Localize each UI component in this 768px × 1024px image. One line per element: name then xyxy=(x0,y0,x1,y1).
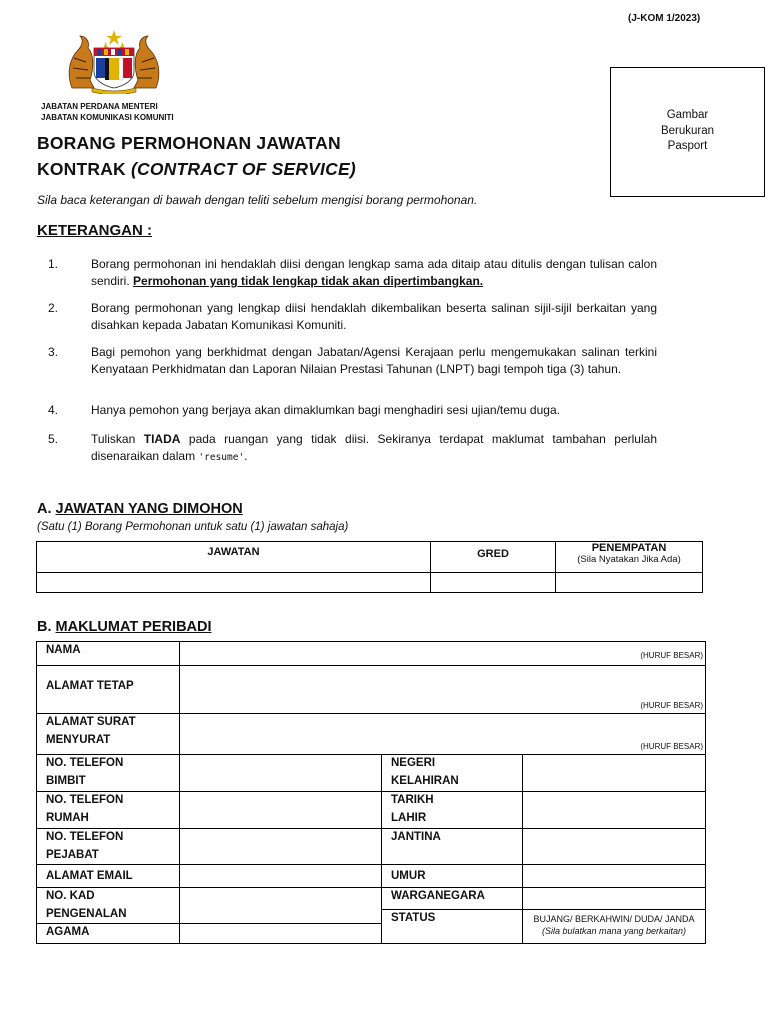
note-number: 5. xyxy=(48,432,59,446)
photo-label-3: Pasport xyxy=(667,140,708,152)
note-number: 4. xyxy=(48,403,59,417)
agency-line-1: JABATAN PERDANA MENTERI xyxy=(41,102,158,111)
section-b-title: MAKLUMAT PERIBADI xyxy=(55,619,212,635)
coat-of-arms-logo xyxy=(64,28,164,94)
section-a-heading xyxy=(37,501,243,517)
section-a-letter: A. xyxy=(37,501,56,517)
jantina-input[interactable] xyxy=(523,829,706,865)
alamat-surat-input[interactable] xyxy=(180,714,706,755)
photo-label-2: Berukuran xyxy=(660,124,715,137)
col-header-jawatan: JAWATAN xyxy=(37,542,431,573)
jawatan-input[interactable] xyxy=(37,573,431,593)
status-hint: (Sila bulatkan mana yang berkaitan) xyxy=(541,926,687,936)
label-jantina: JANTINA xyxy=(382,829,523,865)
label-negeri-kelahiran: NEGERI KELAHIRAN xyxy=(382,755,523,792)
label-umur: UMUR xyxy=(382,865,523,888)
section-a-subtitle: (Satu (1) Borang Permohonan untuk satu (1) jawatan sahaja) xyxy=(37,521,349,533)
penempatan-sub: (Sila Nyatakan Jika Ada) xyxy=(577,554,681,565)
keterangan-heading: KETERANGAN : xyxy=(37,222,152,239)
label-tel-bimbit: NO. TELEFON BIMBIT xyxy=(37,755,180,792)
agama-input[interactable] xyxy=(180,924,382,944)
note-number: 1. xyxy=(48,257,59,271)
penempatan-label: PENEMPATAN xyxy=(591,542,667,554)
gred-input[interactable] xyxy=(431,573,556,593)
status-options-text: BUJANG/ BERKAHWIN/ DUDA/ JANDA xyxy=(533,914,695,924)
form-code: (J-KOM 1/2023) xyxy=(628,13,701,24)
huruf-besar-note: (HURUF BESAR) xyxy=(640,651,704,660)
label-status: STATUS xyxy=(382,910,523,944)
warganegara-input[interactable] xyxy=(523,888,706,910)
umur-input[interactable] xyxy=(523,865,706,888)
negeri-kelahiran-input[interactable] xyxy=(523,755,706,792)
huruf-besar-note: (HURUF BESAR) xyxy=(640,742,704,751)
label-alamat-surat: ALAMAT SURAT MENYURAT xyxy=(37,714,180,755)
penempatan-input[interactable] xyxy=(556,573,703,593)
nama-input[interactable] xyxy=(180,642,706,666)
note-text: Borang permohonan ini hendaklah diisi dengan lengkap sama ada ditaip atau ditulis dengan tulisan calon sendiri. xyxy=(91,257,657,288)
agency-line-2: JABATAN KOMUNIKASI KOMUNITI xyxy=(41,113,174,122)
huruf-besar-note: (HURUF BESAR) xyxy=(640,701,704,710)
section-a-title: JAWATAN YANG DIMOHON xyxy=(55,501,243,517)
title-line-1: BORANG PERMOHONAN JAWATAN xyxy=(37,133,341,153)
tel-pejabat-input[interactable] xyxy=(180,829,382,865)
tel-bimbit-input[interactable] xyxy=(180,755,382,792)
status-options[interactable] xyxy=(523,910,706,944)
note-bold-text: Permohonan yang tidak lengkap tidak akan dipertimbangkan. xyxy=(133,274,484,288)
title-line-2 xyxy=(37,156,356,182)
label-tel-pejabat: NO. TELEFON PEJABAT xyxy=(37,829,180,865)
note-mono-text: 'resume' xyxy=(198,452,245,463)
label-nama: NAMA xyxy=(37,642,180,666)
section-b-letter: B. xyxy=(37,619,56,635)
label-alamat-tetap: ALAMAT TETAP xyxy=(37,666,180,714)
note-text-post: . xyxy=(244,449,248,463)
note-text: Hanya pemohon yang berjaya akan dimaklumkan bagi menghadiri sesi ujian/temu duga. xyxy=(91,403,560,417)
photo-label-1: Gambar xyxy=(666,109,709,121)
title-prefix: KONTRAK xyxy=(37,159,131,179)
no-kad-input[interactable] xyxy=(180,888,382,924)
tarikh-lahir-input[interactable] xyxy=(523,792,706,829)
title-italic: (CONTRACT OF SERVICE) xyxy=(130,159,356,179)
label-no-kad: NO. KAD PENGENALAN xyxy=(37,888,180,924)
form-title xyxy=(37,130,356,182)
label-tarikh-lahir: TARIKH LAHIR xyxy=(382,792,523,829)
note-text-pre: Tuliskan xyxy=(91,432,144,446)
label-agama: AGAMA xyxy=(37,924,180,944)
instruction-text: Sila baca keterangan di bawah dengan teliti sebelum mengisi borang permohonan. xyxy=(37,193,478,207)
agency-name xyxy=(41,101,174,123)
note-bold-text: TIADA xyxy=(143,432,181,446)
label-warganegara: WARGANEGARA xyxy=(382,888,523,910)
note-text: pada ruangan yang tidak diisi. Sekiranya terdapat maklumat tambahan perlulah disenaraikan dalam xyxy=(91,432,657,463)
alamat-tetap-input[interactable] xyxy=(180,666,706,714)
label-alamat-email: ALAMAT EMAIL xyxy=(37,865,180,888)
email-input[interactable] xyxy=(180,865,382,888)
maklumat-peribadi-table xyxy=(36,641,706,944)
passport-photo-box xyxy=(610,67,765,197)
col-header-gred: GRED xyxy=(431,542,556,573)
note-number: 2. xyxy=(48,301,59,315)
jawatan-table xyxy=(36,541,703,593)
note-text: Borang permohonan yang lengkap diisi hendaklah dikembalikan beserta salinan sijil-sijil berkaitan yang disahkan kepada Jabatan Komunikasi Komuniti. xyxy=(91,301,657,332)
note-number: 3. xyxy=(48,345,59,359)
tel-rumah-input[interactable] xyxy=(180,792,382,829)
note-text: Bagi pemohon yang berkhidmat dengan Jabatan/Agensi Kerajaan perlu mengemukakan salinan terkini Kenyataan Perkhidmatan dan Laporan Nilaian Prestasi Tahunan (LNPT) bagi tempoh tiga (3) tahun. xyxy=(91,345,657,376)
label-tel-rumah: NO. TELEFON RUMAH xyxy=(37,792,180,829)
section-b-heading xyxy=(37,619,212,635)
col-header-penempatan xyxy=(556,542,703,573)
